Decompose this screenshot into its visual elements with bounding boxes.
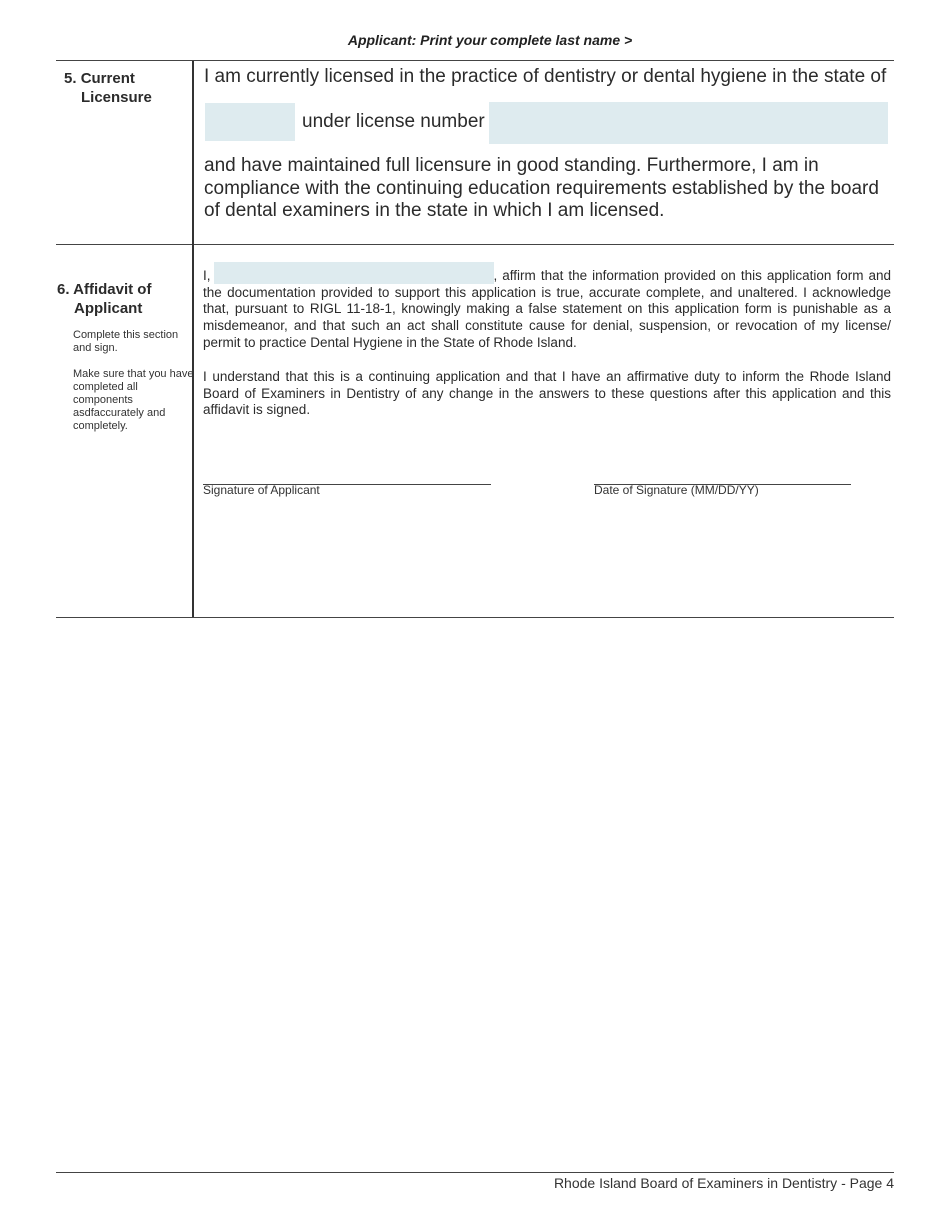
affirm-text: , affirm that the information provided on this application form and the documentation provided to support this application is true, accurate complete, and unaltered. I acknowledge that, pursuant to RIGL 11-18-1, knowingly making a false statement on this application form is punishable as a misdemeanor, and that such an act shall constitute cause for denial, suspension, or revocation of my license/ permit to practice Dental Hygiene in the State of Rhode Island. (203, 268, 891, 350)
table-top-rule (56, 60, 894, 61)
signature-label: Signature of Applicant (203, 483, 320, 497)
licensure-statement-line1: I am currently licensed in the practice of dentistry or dental hygiene in the state of (204, 66, 887, 87)
section-divider-rule (56, 244, 894, 245)
under-license-number-label: under license number (302, 111, 485, 132)
last-name-instruction: Applicant: Print your complete last name > (347, 32, 633, 48)
section-5-title (64, 69, 152, 107)
table-bottom-rule (56, 617, 894, 618)
license-number-field[interactable] (489, 102, 888, 144)
section-6-number: 6. (57, 281, 70, 298)
date-signature-label: Date of Signature (MM/DD/YY) (594, 483, 759, 497)
section-5-number: 5. (64, 70, 77, 87)
licensure-statement-paragraph: and have maintained full licensure in good standing. Furthermore, I am in compliance with the continuing education requirements established by the board of dental examiners in the state in which I am licensed. (204, 155, 879, 221)
section-6-title (57, 280, 151, 318)
affirmation-paragraph (203, 268, 891, 352)
section-5-title-line1: Current (80, 70, 135, 87)
page-footer: Rhode Island Board of Examiners in Dentistry - Page 4 (553, 1175, 894, 1191)
affirm-prefix: I, (203, 268, 211, 283)
section-6-title-line1: Affidavit of (73, 281, 152, 298)
footer-rule (56, 1172, 894, 1173)
section-6-title-line2: Applicant (74, 300, 143, 317)
section-6-note-make-sure: Make sure that you have completed all components asdfaccurately and completely. (73, 368, 194, 432)
section-6-note-complete: Complete this section and sign. (73, 329, 179, 354)
state-field[interactable] (205, 103, 295, 141)
section-5-title-line2: Licensure (81, 89, 152, 106)
understanding-paragraph: I understand that this is a continuing application and that I have an affirmative duty to inform the Rhode Island Board of Examiners in Dentistry of any change in the answers to these questions after this application and this affidavit is signed. (203, 369, 891, 418)
